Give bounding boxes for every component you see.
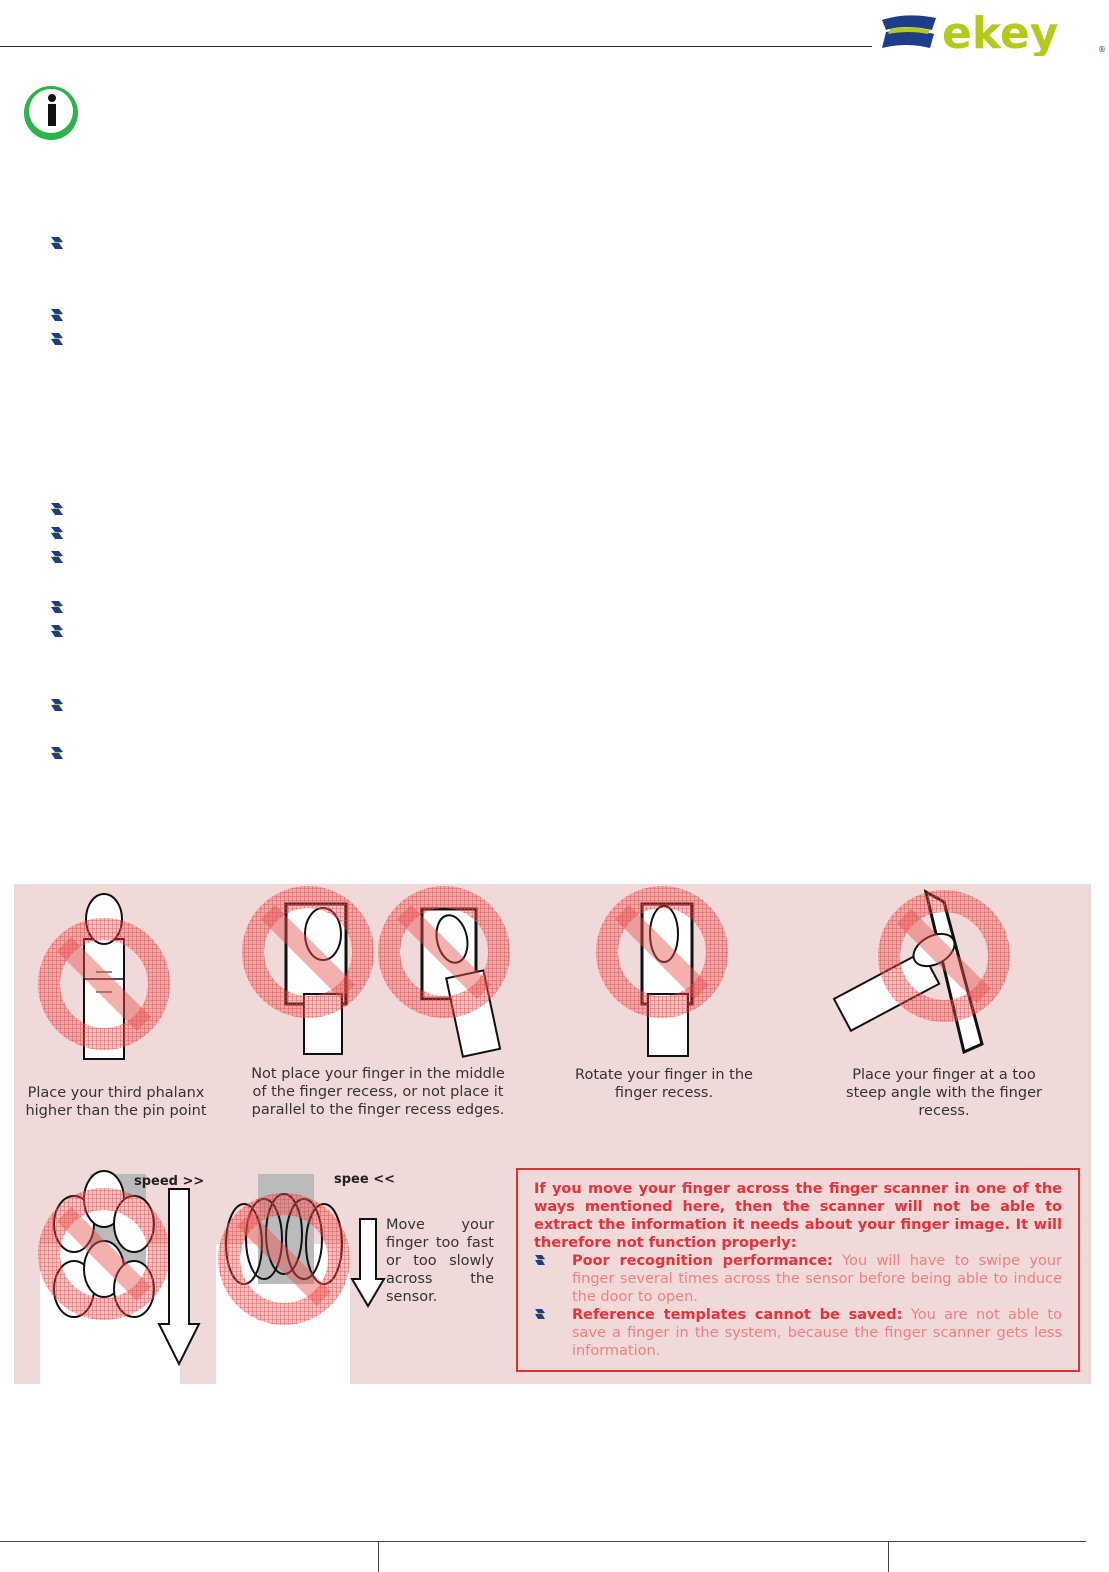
bullet-icon (50, 308, 64, 322)
speed-slow-label: spee << (334, 1172, 395, 1187)
bullet-icon (50, 624, 64, 638)
bullet-icon (50, 332, 64, 346)
illustration-not-parallel (389, 897, 500, 1057)
bullet-icon (50, 526, 64, 540)
bullet-icon (534, 1308, 546, 1320)
warning-box (516, 1168, 1080, 1372)
illustration-rotate (607, 897, 717, 1056)
caption-steep-angle: Place your finger at a too steep angle with the finger recess. (846, 1067, 1042, 1119)
bullet-icon (50, 550, 64, 564)
footer-divider-1 (378, 1541, 379, 1572)
caption-third-phalanx: Place your third phalanx higher than the pin point (25, 1085, 207, 1119)
ekey-logo (876, 8, 1106, 56)
info-icon (22, 84, 82, 144)
footer-divider-2 (888, 1541, 889, 1572)
illustration-too-slow (216, 1174, 384, 1384)
illustration-not-middle (253, 897, 363, 1054)
caption-rotate: Rotate your finger in the finger recess. (575, 1067, 753, 1101)
footer-rule (0, 1541, 1086, 1542)
bullet-icon (50, 600, 64, 614)
bullet-icon (50, 746, 64, 760)
illustration-too-fast (40, 1171, 199, 1384)
warning-item-templates: Reference templates cannot be saved: You are not able to save a finger in the system, because the finger scanner gets less information. (534, 1306, 1062, 1360)
bullet-icon (50, 698, 64, 712)
illustration-steep-angle (834, 892, 999, 1052)
warning-item-poor-recognition: Poor recognition performance: You will have to swipe your finger several times across the sensor before being able to induce the door to open. (534, 1252, 1062, 1306)
illustration-third-phalanx (49, 894, 159, 1059)
caption-not-middle: Not place your finger in the middle of the finger recess, or not place it parallel to the finger recess edges. (251, 1066, 505, 1118)
warning-heading: If you move your finger across the finger scanner in one of the ways mentioned here, then the scanner will not be able to extract the information it needs about your finger image. It will therefore not function properly: (534, 1181, 1062, 1251)
finger-placement-figure (14, 884, 1091, 1384)
svg-text:®: ® (1098, 45, 1106, 54)
logo-mark-icon (882, 15, 936, 48)
logo-text: ekey (942, 8, 1059, 56)
move-finger-text: Move your finger too fast or too slowly across the sensor. (386, 1217, 494, 1305)
speed-fast-label: speed >> (134, 1174, 205, 1189)
bullet-icon (50, 502, 64, 516)
bullet-icon (50, 236, 64, 250)
bullet-icon (534, 1254, 546, 1266)
header-rule (0, 46, 872, 47)
